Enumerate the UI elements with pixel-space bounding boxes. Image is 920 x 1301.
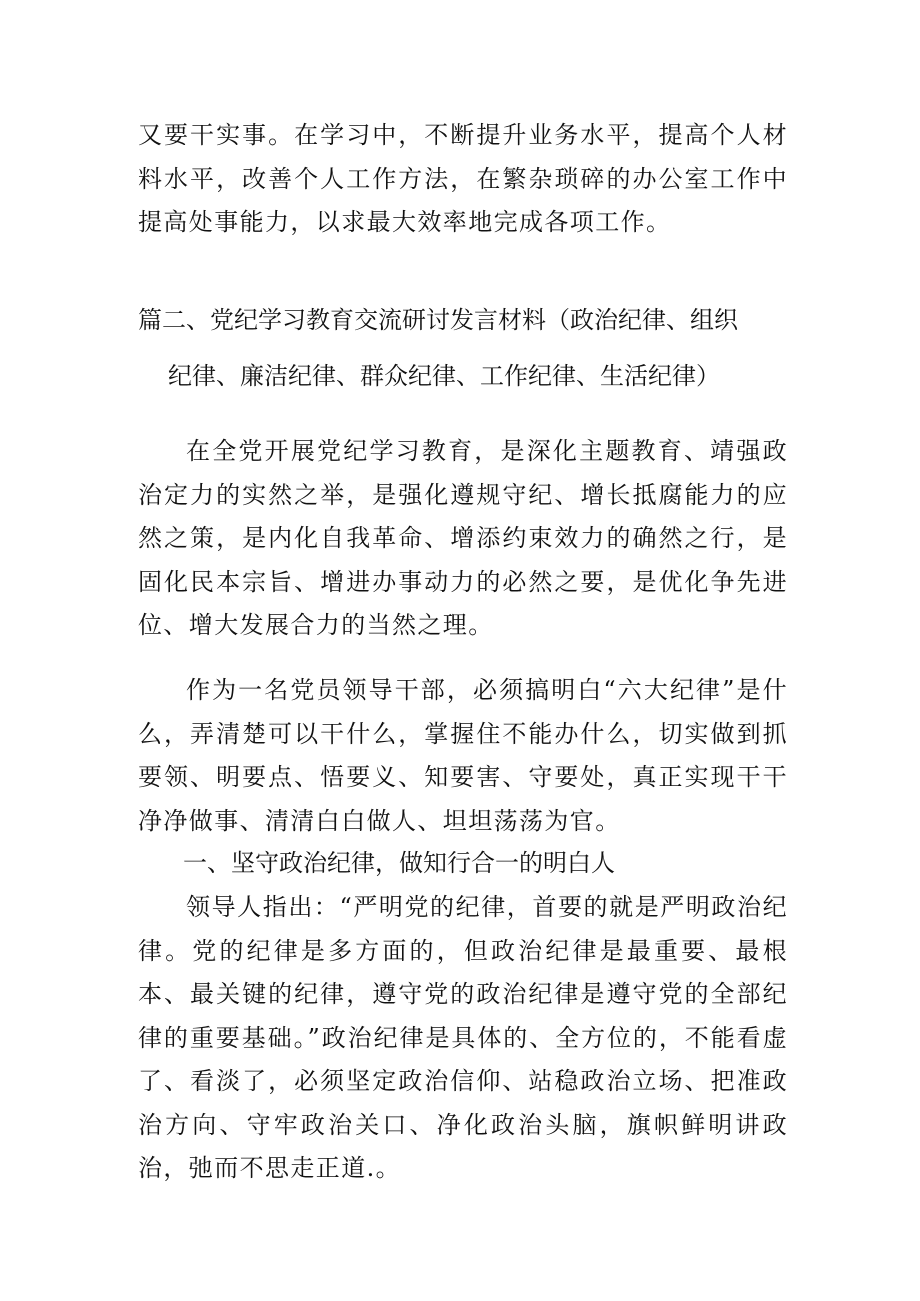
section-heading-political-discipline: 一、坚守政治纪律，做知行合一的明白人 — [183, 849, 615, 877]
paragraph-six-disciplines: 作为一名党员领导干部，必须搞明白“六大纪律”是什么，弄清楚可以干什么，掌握住不能办什么，切实做到抓要领、明要点、悟要义、知要害、守要处，真正实现干干净净做事、清清白白做人、坦坦荡荡为官。 — [138, 676, 788, 835]
article-title-line-2: 纪律、廉洁纪律、群众纪律、工作纪律、生活纪律） — [168, 362, 720, 390]
paragraph-intro: 在全党开展党纪学习教育，是深化主题教育、靖强政治定力的实然之举，是强化遵规守纪、增长抵腐能力的应然之策，是内化自我革命、增添约束效力的确然之行，是固化民本宗旨、增进办事动力的必然之要，是优化争先进位、增大发展合力的当然之理。 — [138, 437, 788, 639]
article-title-line-1: 篇二、党纪学习教育交流研讨发言材料（政治纪律、组织 — [138, 306, 738, 334]
paragraph-political-discipline: 领导人指出：“严明党的纪律，首要的就是严明政治纪律。党的纪律是多方面的，但政治纪律是最重要、最根本、最关键的纪律，遵守党的政治纪律是遵守党的全部纪律的重要基础。”政治纪律是具体的、全方位的，不能看虚了、看淡了，必须坚定政治信仰、站稳政治立场、把准政治方向、守牢政治关口、净化政治头脑，旗帜鲜明讲政治，弛而不思走正道.。 — [138, 893, 788, 1182]
paragraph-continuation: 又要干实事。在学习中，不断提升业务水平，提高个人材料水平，改善个人工作方法，在繁杂琐碎的办公室工作中提高处事能力，以求最大效率地完成各项工作。 — [138, 121, 788, 236]
